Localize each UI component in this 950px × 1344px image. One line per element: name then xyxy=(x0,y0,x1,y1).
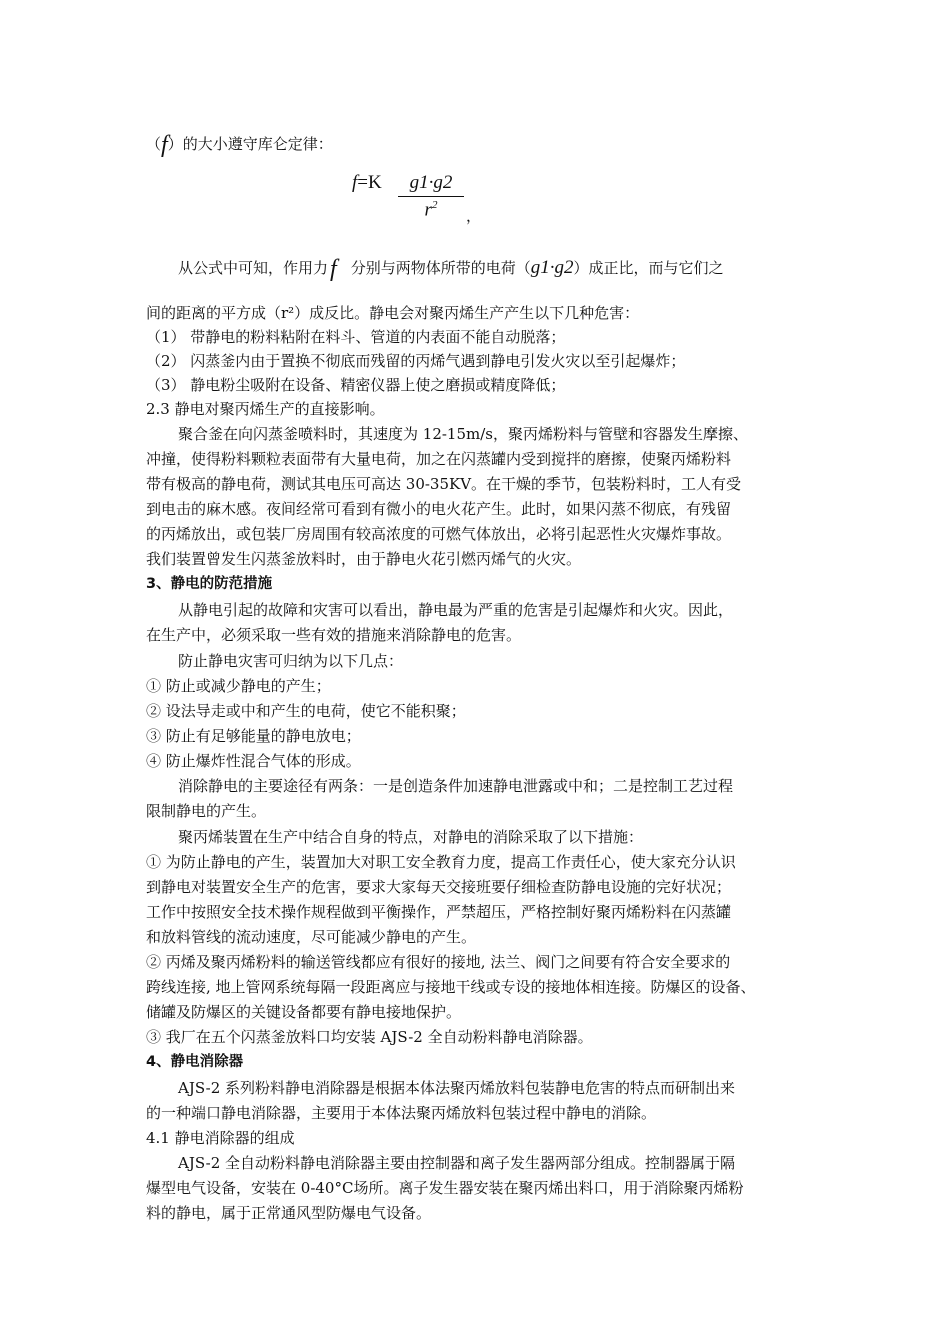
para-line: 聚丙烯装置在生产中结合自身的特点，对静电的消除采取了以下措施： xyxy=(178,828,644,846)
para-line: 的丙烯放出，或包装厂房周围有较高浓度的可燃气体放出，必将引起恶性火灾爆炸事故。 xyxy=(146,525,732,543)
para-line: ② 丙烯及聚丙烯粉料的输送管线都应有很好的接地, 法兰、阀门之间要有符合安全要求的 xyxy=(146,953,731,971)
explain-part-c: ）成正比，而与它们之 xyxy=(573,259,724,277)
para-line: 跨线连接, 地上管网系统每隔一段距离应与接地干线或专设的接地体相连接。防爆区的设备、 xyxy=(146,978,756,996)
section-heading-4-1: 4.1 静电消除器的组成 xyxy=(146,1129,295,1147)
coulomb-text: ）的大小遵守库仑定律： xyxy=(167,135,333,153)
formula-r: r xyxy=(424,199,432,221)
hazard-item-1: （1） 带静电的粉料粘附在料斗、管道的内表面不能自动脱落； xyxy=(146,328,566,346)
para-line: 料的静电，属于正常通风型防爆电气设备。 xyxy=(146,1204,432,1222)
force-symbol: f xyxy=(161,132,168,158)
paren-open: （ xyxy=(146,135,162,153)
para-line: 消除静电的主要途径有两条：一是创造条件加速静电泄露或中和；二是控制工艺过程 xyxy=(178,777,734,795)
para-line: 的一种端口静电消除器，主要用于本体法聚丙烯放料包装过程中静电的消除。 xyxy=(146,1104,657,1122)
para-line: ① 为防止静电的产生，装置加大对职工安全教育力度，提高工作责任心，使大家充分认识 xyxy=(146,853,736,871)
formula-exp: 2 xyxy=(431,199,438,211)
para-line: 间的距离的平方成（r²）成反比。静电会对聚丙烯生产产生以下几种危害： xyxy=(146,304,640,322)
coulomb-formula-lhs xyxy=(352,172,382,194)
formula-numerator: g1·g2 xyxy=(409,172,453,193)
para-line: 限制静电的产生。 xyxy=(146,802,267,820)
formula-f: f xyxy=(352,172,358,193)
force-symbol-2: f xyxy=(330,256,337,282)
hazard-item-2: （2） 闪蒸釜内由于置换不彻底而残留的丙烯气遇到静电引发火灾以至引起爆炸； xyxy=(146,352,686,370)
para-line: 爆型电气设备，安装在 0-40°C场所。离子发生器安装在聚丙烯出料口，用于消除聚丙烯粉 xyxy=(146,1179,744,1197)
para-line: 到电击的麻木感。夜间经常可看到有微小的电火花产生。此时，如果闪蒸不彻底，有残留 xyxy=(146,500,732,518)
measure-item-4: ④ 防止爆炸性混合气体的形成。 xyxy=(146,752,361,770)
intro-coulomb-line xyxy=(146,132,333,158)
para-line: 储罐及防爆区的关键设备都要有静电接地保护。 xyxy=(146,1003,462,1021)
para-line: 我们装置曾发生闪蒸釜放料时，由于静电火花引燃丙烯气的火灾。 xyxy=(146,550,582,568)
hazard-item-3: （3） 静电粉尘吸附在设备、精密仪器上使之磨损或精度降低； xyxy=(146,376,566,394)
para-line: 防止静电灾害可归纳为以下几点： xyxy=(178,652,404,670)
para-line: 到静电对装置安全生产的危害，要求大家每天交接班要仔细检查防静电设施的完好状况； xyxy=(146,878,732,896)
formula-eq: =K xyxy=(357,172,382,193)
para-line: ③ 我厂在五个闪蒸釜放料口均安装 AJS-2 全自动粉料静电消除器。 xyxy=(146,1028,593,1046)
measure-item-2: ② 设法导走或中和产生的电荷，使它不能积聚； xyxy=(146,702,466,720)
explain-part-b: 分别与两物体所带的电荷（ xyxy=(350,259,531,277)
measure-item-3: ③ 防止有足够能量的静电放电； xyxy=(146,727,361,745)
para-line: AJS-2 全自动粉料静电消除器主要由控制器和离子发生器两部分组成。控制器属于隔 xyxy=(178,1154,736,1172)
fraction-bar xyxy=(398,196,464,197)
para-line: 从静电引起的故障和灾害可以看出，静电最为严重的危害是引起爆炸和火灾。因此， xyxy=(178,601,734,619)
section-heading-3: 3、静电的防范措施 xyxy=(146,576,273,592)
section-heading-4: 4、静电消除器 xyxy=(146,1054,244,1070)
coulomb-fraction xyxy=(398,172,464,221)
measure-item-1: ① 防止或减少静电的产生； xyxy=(146,677,331,695)
formula-denominator xyxy=(398,199,464,221)
para-line: 带有极高的静电荷，测试其电压可高达 30-35KV。在干燥的季节，包装粉料时，工人有受 xyxy=(146,475,742,493)
para-line: 聚合釜在向闪蒸釜喷料时，其速度为 12-15m/s，聚丙烯粉料与管壁和容器发生摩擦、 xyxy=(178,425,748,443)
explain-part-a: 从公式中可知，作用力 xyxy=(178,259,329,277)
section-heading-2-3: 2.3 静电对聚丙烯生产的直接影响。 xyxy=(146,400,385,418)
para-line: 在生产中，必须采取一些有效的措施来消除静电的危害。 xyxy=(146,626,522,644)
para-line: 工作中按照安全技术操作规程做到平衡操作，严禁超压，严格控制好聚丙烯粉料在闪蒸罐 xyxy=(146,903,732,921)
formula-explanation-line xyxy=(178,256,724,282)
para-line: 冲撞，使得粉料颗粒表面带有大量电荷，加之在闪蒸罐内受到搅拌的磨擦，使聚丙烯粉料 xyxy=(146,450,732,468)
charge-product: g1·g2 xyxy=(530,257,574,278)
para-line: 和放料管线的流动速度，尽可能减少静电的产生。 xyxy=(146,928,477,946)
formula-comma: ， xyxy=(466,207,482,225)
para-line: AJS-2 系列粉料静电消除器是根据本体法聚丙烯放料包装静电危害的特点而研制出来 xyxy=(178,1079,736,1097)
